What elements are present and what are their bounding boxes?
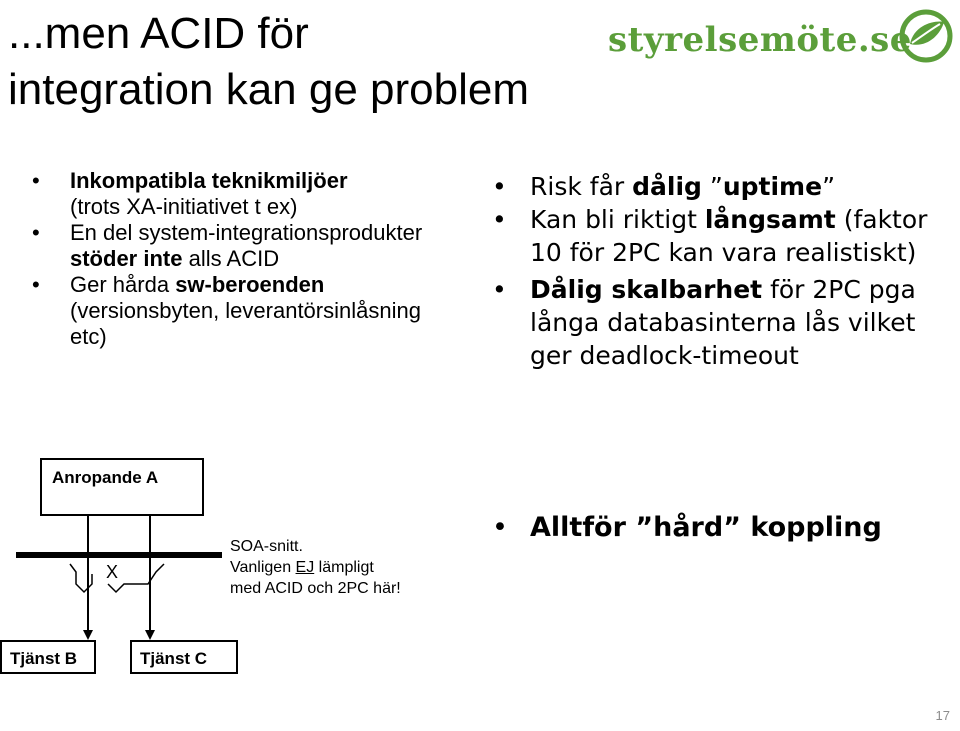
r4-quote-open: ” bbox=[635, 512, 654, 543]
soa-diagram bbox=[0, 500, 260, 650]
left-bullet-list bbox=[28, 168, 448, 350]
soa-line-2-pre: Vanligen bbox=[230, 559, 292, 576]
hard-coupling-bullet-list bbox=[490, 510, 950, 546]
title-line-1: ...men ACID för bbox=[8, 9, 309, 58]
soa-line-2-post: lämpligt bbox=[318, 559, 374, 576]
leaf-icon bbox=[896, 6, 956, 66]
r1-quote-close: ” bbox=[822, 172, 836, 201]
bullet-slow bbox=[490, 203, 950, 269]
arrow-head-b bbox=[83, 630, 93, 640]
bullet-hard-coupling bbox=[490, 510, 950, 546]
r4-quote-close: ” bbox=[723, 512, 741, 543]
r1-bold-1: dålig bbox=[632, 172, 702, 201]
r1-pre: Risk får bbox=[530, 172, 625, 201]
soa-note bbox=[230, 536, 460, 599]
slide-title bbox=[8, 6, 608, 118]
bullet-3-post: (versionsbyten, leverantörsinlåsning etc) bbox=[70, 298, 421, 349]
r3-post: för 2PC pga långa databasinterna lås vilket ger deadlock-timeout bbox=[530, 275, 916, 370]
bullet-scalability bbox=[490, 273, 950, 372]
bullet-2-bold-1: stöder bbox=[70, 246, 138, 271]
r4-mid: hård bbox=[653, 512, 724, 543]
logo-text: styrelsemöte.se bbox=[608, 20, 912, 60]
soa-line-2 bbox=[230, 557, 460, 578]
soa-line-1: SOA-snitt. bbox=[230, 538, 303, 555]
styrelsemote-logo bbox=[604, 4, 956, 68]
bullet-1-bold: Inkompatibla teknikmiljöer bbox=[70, 168, 348, 193]
soa-line-2-ej: EJ bbox=[295, 559, 315, 576]
page-number: 17 bbox=[935, 708, 950, 723]
r2-pre: Kan bli riktigt bbox=[530, 205, 697, 234]
bullet-2-post: alls ACID bbox=[188, 246, 280, 271]
bullet-incompatible-environments bbox=[28, 168, 448, 220]
r2-post: (faktor 10 för 2PC kan vara realistiskt) bbox=[530, 205, 928, 267]
soa-line-3: med ACID och 2PC här! bbox=[230, 580, 401, 597]
bullet-3-bold: sw-beroenden bbox=[175, 272, 325, 297]
r4-pre: Alltför bbox=[530, 512, 626, 543]
service-c-box: Tjänst C bbox=[130, 640, 238, 674]
r4-post: koppling bbox=[750, 512, 882, 543]
soa-bus-bar bbox=[16, 552, 222, 558]
bullet-uptime-risk bbox=[490, 170, 950, 203]
bullet-sw-dependencies bbox=[28, 272, 448, 350]
r3-bold: Dålig skalbarhet bbox=[530, 275, 763, 304]
r1-quote-open: ” bbox=[709, 172, 723, 201]
caller-a-box: Anropande A bbox=[40, 458, 204, 516]
bullet-2-bold-2: inte bbox=[143, 246, 183, 271]
arrow-head-c bbox=[145, 630, 155, 640]
bullet-2-pre: En del system-integrationsprodukter bbox=[70, 220, 423, 245]
r1-bold-2: uptime bbox=[722, 172, 823, 201]
bullet-3-pre: Ger hårda bbox=[70, 272, 170, 297]
r2-bold: långsamt bbox=[704, 205, 836, 234]
right-bullet-list bbox=[490, 170, 950, 372]
service-b-box: Tjänst B bbox=[0, 640, 96, 674]
cross-mark: X bbox=[106, 562, 119, 582]
title-line-2: integration kan ge problem bbox=[8, 65, 529, 114]
bullet-integration-products bbox=[28, 220, 448, 272]
bullet-1-rest: (trots XA-initiativet t ex) bbox=[70, 194, 298, 219]
